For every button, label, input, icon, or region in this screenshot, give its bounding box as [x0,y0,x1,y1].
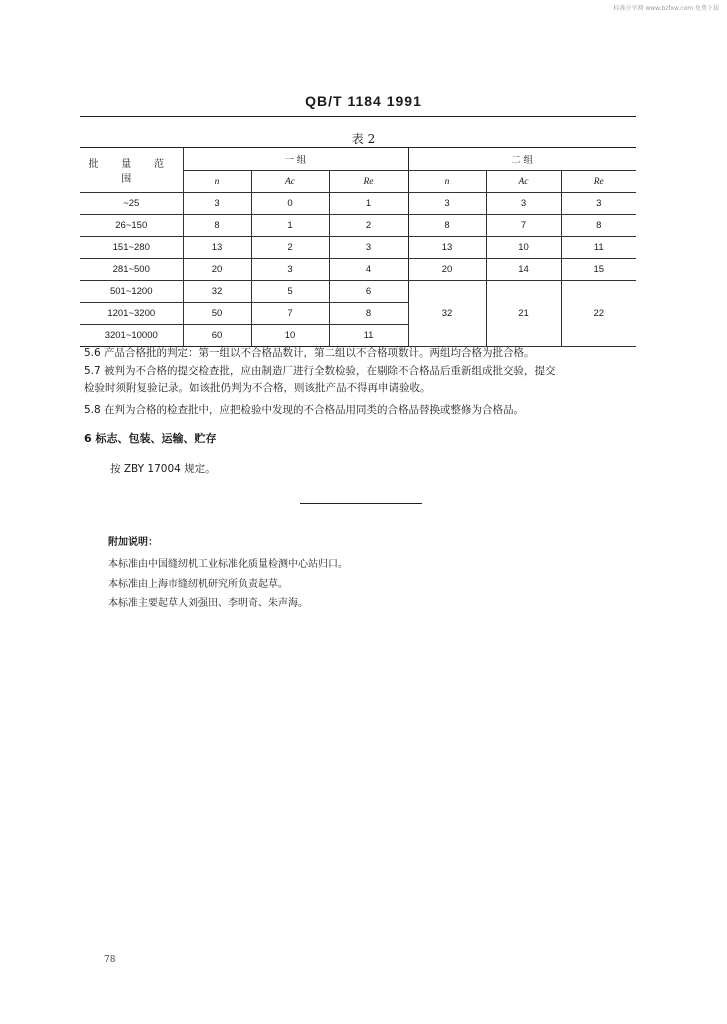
re2-cell: 15 [561,259,636,281]
re2-cell: 11 [561,237,636,259]
ac2-cell: 7 [486,215,561,237]
re1-cell: 4 [329,259,408,281]
re1-cell: 3 [329,237,408,259]
col-ac-group2: Ac [486,171,561,193]
n2-cell: 8 [408,215,486,237]
re2-cell: 8 [561,215,636,237]
merged-ac2-cell: 21 [486,281,561,347]
n1-cell: 8 [183,215,251,237]
n1-cell: 20 [183,259,251,281]
ac2-cell: 10 [486,237,561,259]
n2-cell: 13 [408,237,486,259]
col-re-group2: Re [561,171,636,193]
notes-heading: 附加说明： [108,537,158,548]
table-row [80,215,636,237]
n1-cell: 50 [183,303,251,325]
standard-number-header: QB/T 1184 1991 [305,93,422,109]
end-rule [300,503,422,504]
ac1-cell: 1 [251,215,329,237]
merged-n2-cell: 32 [408,281,486,347]
lot-size-cell: 3201~10000 [80,325,183,347]
col-re-group1: Re [329,171,408,193]
n1-cell: 3 [183,193,251,215]
ac1-cell: 0 [251,193,329,215]
lot-size-cell: ~25 [80,193,183,215]
n1-cell: 32 [183,281,251,303]
table-row [80,281,636,303]
page-number: 78 [104,955,116,965]
watermark: 标准分享网 www.bzfxw.com 免费下载 [613,5,719,12]
ac1-cell: 5 [251,281,329,303]
ac2-cell: 3 [486,193,561,215]
re1-cell: 6 [329,281,408,303]
ac1-cell: 7 [251,303,329,325]
ac1-cell: 3 [251,259,329,281]
clause-5-8: 5.8 在判为合格的检查批中，应把检验中发现的不合格品用同类的合格品替换或整修为合格品。 [84,404,525,416]
section-6-title: 6 标志、包装、运输、贮存 [84,432,217,445]
ac2-cell: 14 [486,259,561,281]
table-row [80,259,636,281]
ac1-cell: 10 [251,325,329,347]
notes-line-1: 本标准由中国缝纫机工业标准化质量检测中心站归口。 [108,559,348,570]
col-ac-group1: Ac [251,171,329,193]
group1-header: 一 组 [183,148,408,171]
header-rule [80,116,636,117]
ac1-cell: 2 [251,237,329,259]
re2-cell: 3 [561,193,636,215]
lot-size-header: 批 量 范 围 [80,148,183,193]
re1-cell: 2 [329,215,408,237]
lot-size-cell: 26~150 [80,215,183,237]
col-n-group1: n [183,171,251,193]
n1-cell: 13 [183,237,251,259]
sampling-table [80,147,636,347]
lot-size-cell: 501~1200 [80,281,183,303]
re1-cell: 1 [329,193,408,215]
lot-size-cell: 281~500 [80,259,183,281]
table-row [80,237,636,259]
clause-5-6: 5.6 产品合格批的判定：第一组以不合格品数计，第二组以不合格项数计。两组均合格为批合格。 [84,347,535,359]
n2-cell: 20 [408,259,486,281]
re1-cell: 8 [329,303,408,325]
n1-cell: 60 [183,325,251,347]
section-6-body: 按 ZBY 17004 规定。 [110,463,216,475]
re1-cell: 11 [329,325,408,347]
col-n-group2: n [408,171,486,193]
notes-line-3: 本标准主要起草人刘强田、李明奇、朱声海。 [108,598,308,609]
clause-5-7-line1: 5.7 被判为不合格的提交检查批，应由制造厂进行全数检验，在剔除不合格品后重新组成批交验，提交 [84,365,556,377]
notes-line-2: 本标准由上海市缝纫机研究所负责起草。 [108,579,288,590]
lot-size-cell: 1201~3200 [80,303,183,325]
group2-header: 二 组 [408,148,636,171]
clause-5-7-line2: 检验时须附复验记录。如该批仍判为不合格，则该批产品不得再申请验收。 [84,382,431,394]
lot-size-cell: 151~280 [80,237,183,259]
table-row [80,193,636,215]
n2-cell: 3 [408,193,486,215]
table-title: 表 2 [351,132,376,146]
merged-re2-cell: 22 [561,281,636,347]
